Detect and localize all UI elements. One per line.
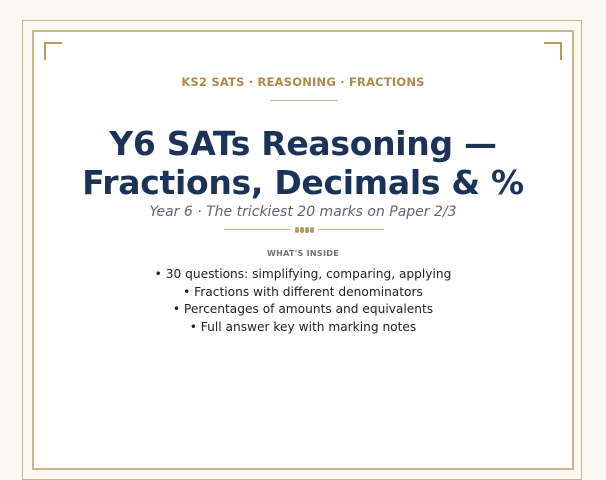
page-title (34, 124, 572, 202)
title-line-2: Fractions, Decimals & % (82, 163, 524, 202)
corner-ornament-top-right (544, 42, 562, 60)
feature-item: • Fractions with different denominators (183, 284, 423, 299)
cover-page (32, 30, 574, 470)
feature-list (34, 266, 572, 337)
feature-item: • 30 questions: simplifying, comparing, applying (154, 267, 452, 281)
ornament-divider (224, 226, 384, 234)
eyebrow-label: KS2 SATS · REASONING · FRACTIONS (181, 75, 425, 89)
ornament-dots-icon (294, 226, 314, 234)
eyebrow-divider (270, 100, 338, 101)
ornament-line-left (224, 229, 290, 230)
title-line-1: Y6 SATs Reasoning — (109, 124, 497, 163)
section-label: WHAT'S INSIDE (267, 249, 339, 258)
corner-ornament-top-left (44, 42, 62, 60)
subtitle: Year 6 · The trickiest 20 marks on Paper 2/3 (149, 204, 457, 220)
feature-item: • Full answer key with marking notes (189, 320, 417, 335)
feature-item: • Percentages of amounts and equivalents (172, 302, 434, 317)
ornament-line-right (318, 229, 384, 230)
